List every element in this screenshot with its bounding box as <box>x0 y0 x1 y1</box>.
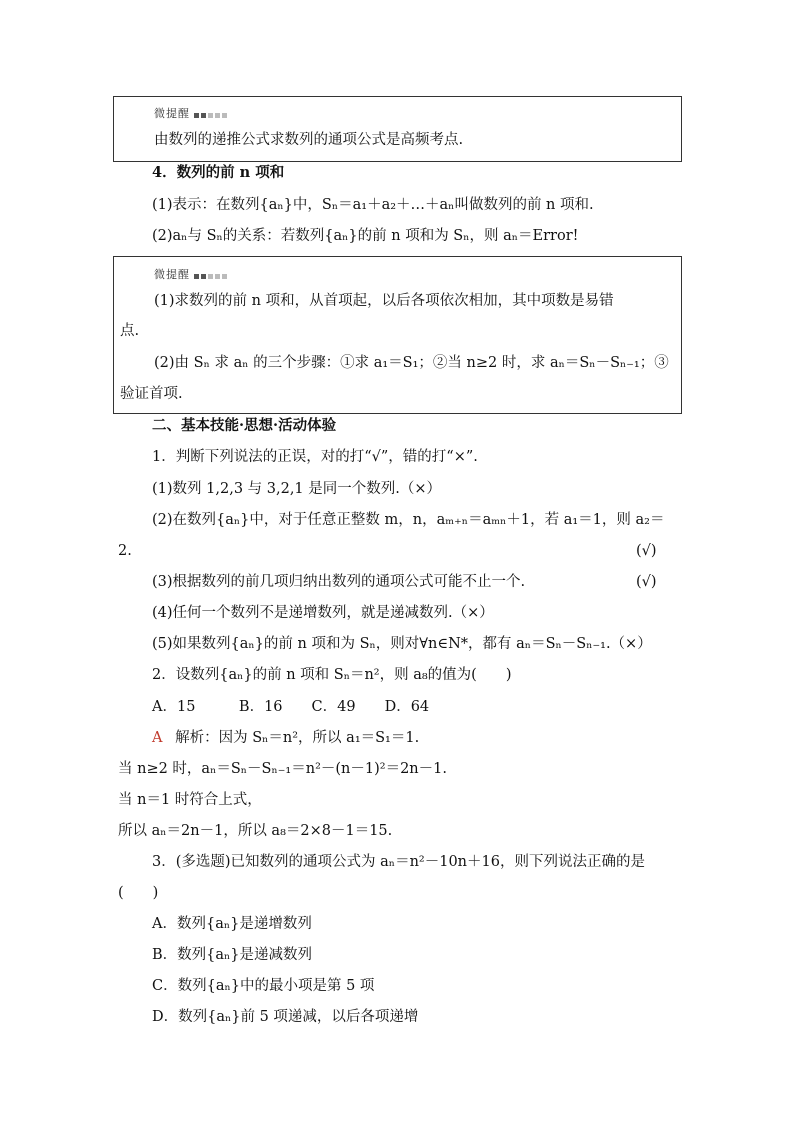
q2-answer: A <box>152 730 163 746</box>
q1-item-2-mark: (√) <box>636 543 657 559</box>
dots-icon <box>194 269 229 282</box>
q2-solution-1 <box>152 728 419 748</box>
tip-header <box>154 266 229 282</box>
q3-option-b: B．数列{aₙ}是递减数列 <box>152 947 313 963</box>
part-2-title: 二、基本技能·思想·活动体验 <box>152 417 337 434</box>
q2-solution-2: 当 n≥2 时，aₙ＝Sₙ－Sₙ₋₁＝n²－(n－1)²＝2n－1. <box>118 761 447 777</box>
section-4-title: 4．数列的前 n 项和 <box>152 164 285 181</box>
q3-option-a: A．数列{aₙ}是递增数列 <box>152 916 312 932</box>
q2-options: A．15 B．16 C．49 D．64 <box>152 699 430 715</box>
tip-header <box>154 105 229 121</box>
tip-text: 由数列的递推公式求数列的通项公式是高频考点. <box>154 132 464 148</box>
q2-solution-4: 所以 aₙ＝2n－1，所以 a₈＝2×8－1＝15. <box>118 823 393 839</box>
tip-line-3: (2)由 Sₙ 求 aₙ 的三个步骤：①求 a₁＝S₁；②当 n≥2 时，求 aₙ＝Sₙ－Sₙ₋₁；③ <box>154 355 669 371</box>
q3-option-d: D．数列{aₙ}前 5 项递减，以后各项递增 <box>152 1009 419 1025</box>
tip-line-4: 验证首项. <box>120 386 183 402</box>
tip-line-1: (1)求数列的前 n 项和，从首项起，以后各项依次相加，其中项数是易错 <box>154 293 614 309</box>
tip-box-1 <box>113 96 682 162</box>
q1-stem: 1．判断下列说法的正误，对的打“√”，错的打“×”. <box>152 449 478 465</box>
tip-line-2: 点. <box>120 323 140 339</box>
q1-item-3: (3)根据数列的前几项归纳出数列的通项公式可能不止一个. <box>152 574 526 590</box>
tip-label: 微提醒 <box>154 107 190 120</box>
q3-stem-cont: ( ) <box>118 885 159 901</box>
q1-item-4: (4)任何一个数列不是递增数列，就是递减数列.（×） <box>152 605 494 621</box>
tip-box-2 <box>113 256 682 414</box>
q2-stem: 2．设数列{aₙ}的前 n 项和 Sₙ＝n²，则 a₈的值为( ) <box>152 667 512 683</box>
tip-label: 微提醒 <box>154 268 190 281</box>
q2-solution-text: 解析：因为 Sₙ＝n²，所以 a₁＝S₁＝1. <box>175 730 420 746</box>
q1-item-2-cont: 2. <box>118 543 132 559</box>
q1-item-3-mark: (√) <box>636 574 657 590</box>
dots-icon <box>194 108 229 121</box>
q3-stem: 3．(多选题)已知数列的通项公式为 aₙ＝n²－10n＋16，则下列说法正确的是 <box>152 854 645 870</box>
section-4-line-2: (2)aₙ与 Sₙ的关系：若数列{aₙ}的前 n 项和为 Sₙ，则 aₙ＝Error! <box>152 228 579 244</box>
section-4-line-1: (1)表示：在数列{aₙ}中，Sₙ＝a₁＋a₂＋…＋aₙ叫做数列的前 n 项和. <box>152 197 594 213</box>
q1-item-1: (1)数列 1,2,3 与 3,2,1 是同一个数列.（×） <box>152 481 442 497</box>
q3-option-c: C．数列{aₙ}中的最小项是第 5 项 <box>152 978 375 994</box>
q1-item-5: (5)如果数列{aₙ}的前 n 项和为 Sₙ，则对∀n∈N*，都有 aₙ＝Sₙ－Sₙ₋₁.（×） <box>152 636 652 652</box>
q2-solution-3: 当 n＝1 时符合上式， <box>118 792 262 808</box>
q1-item-2: (2)在数列{aₙ}中，对于任意正整数 m，n，aₘ₊ₙ＝aₘₙ＋1，若 a₁＝1，则 a₂＝ <box>152 512 665 528</box>
